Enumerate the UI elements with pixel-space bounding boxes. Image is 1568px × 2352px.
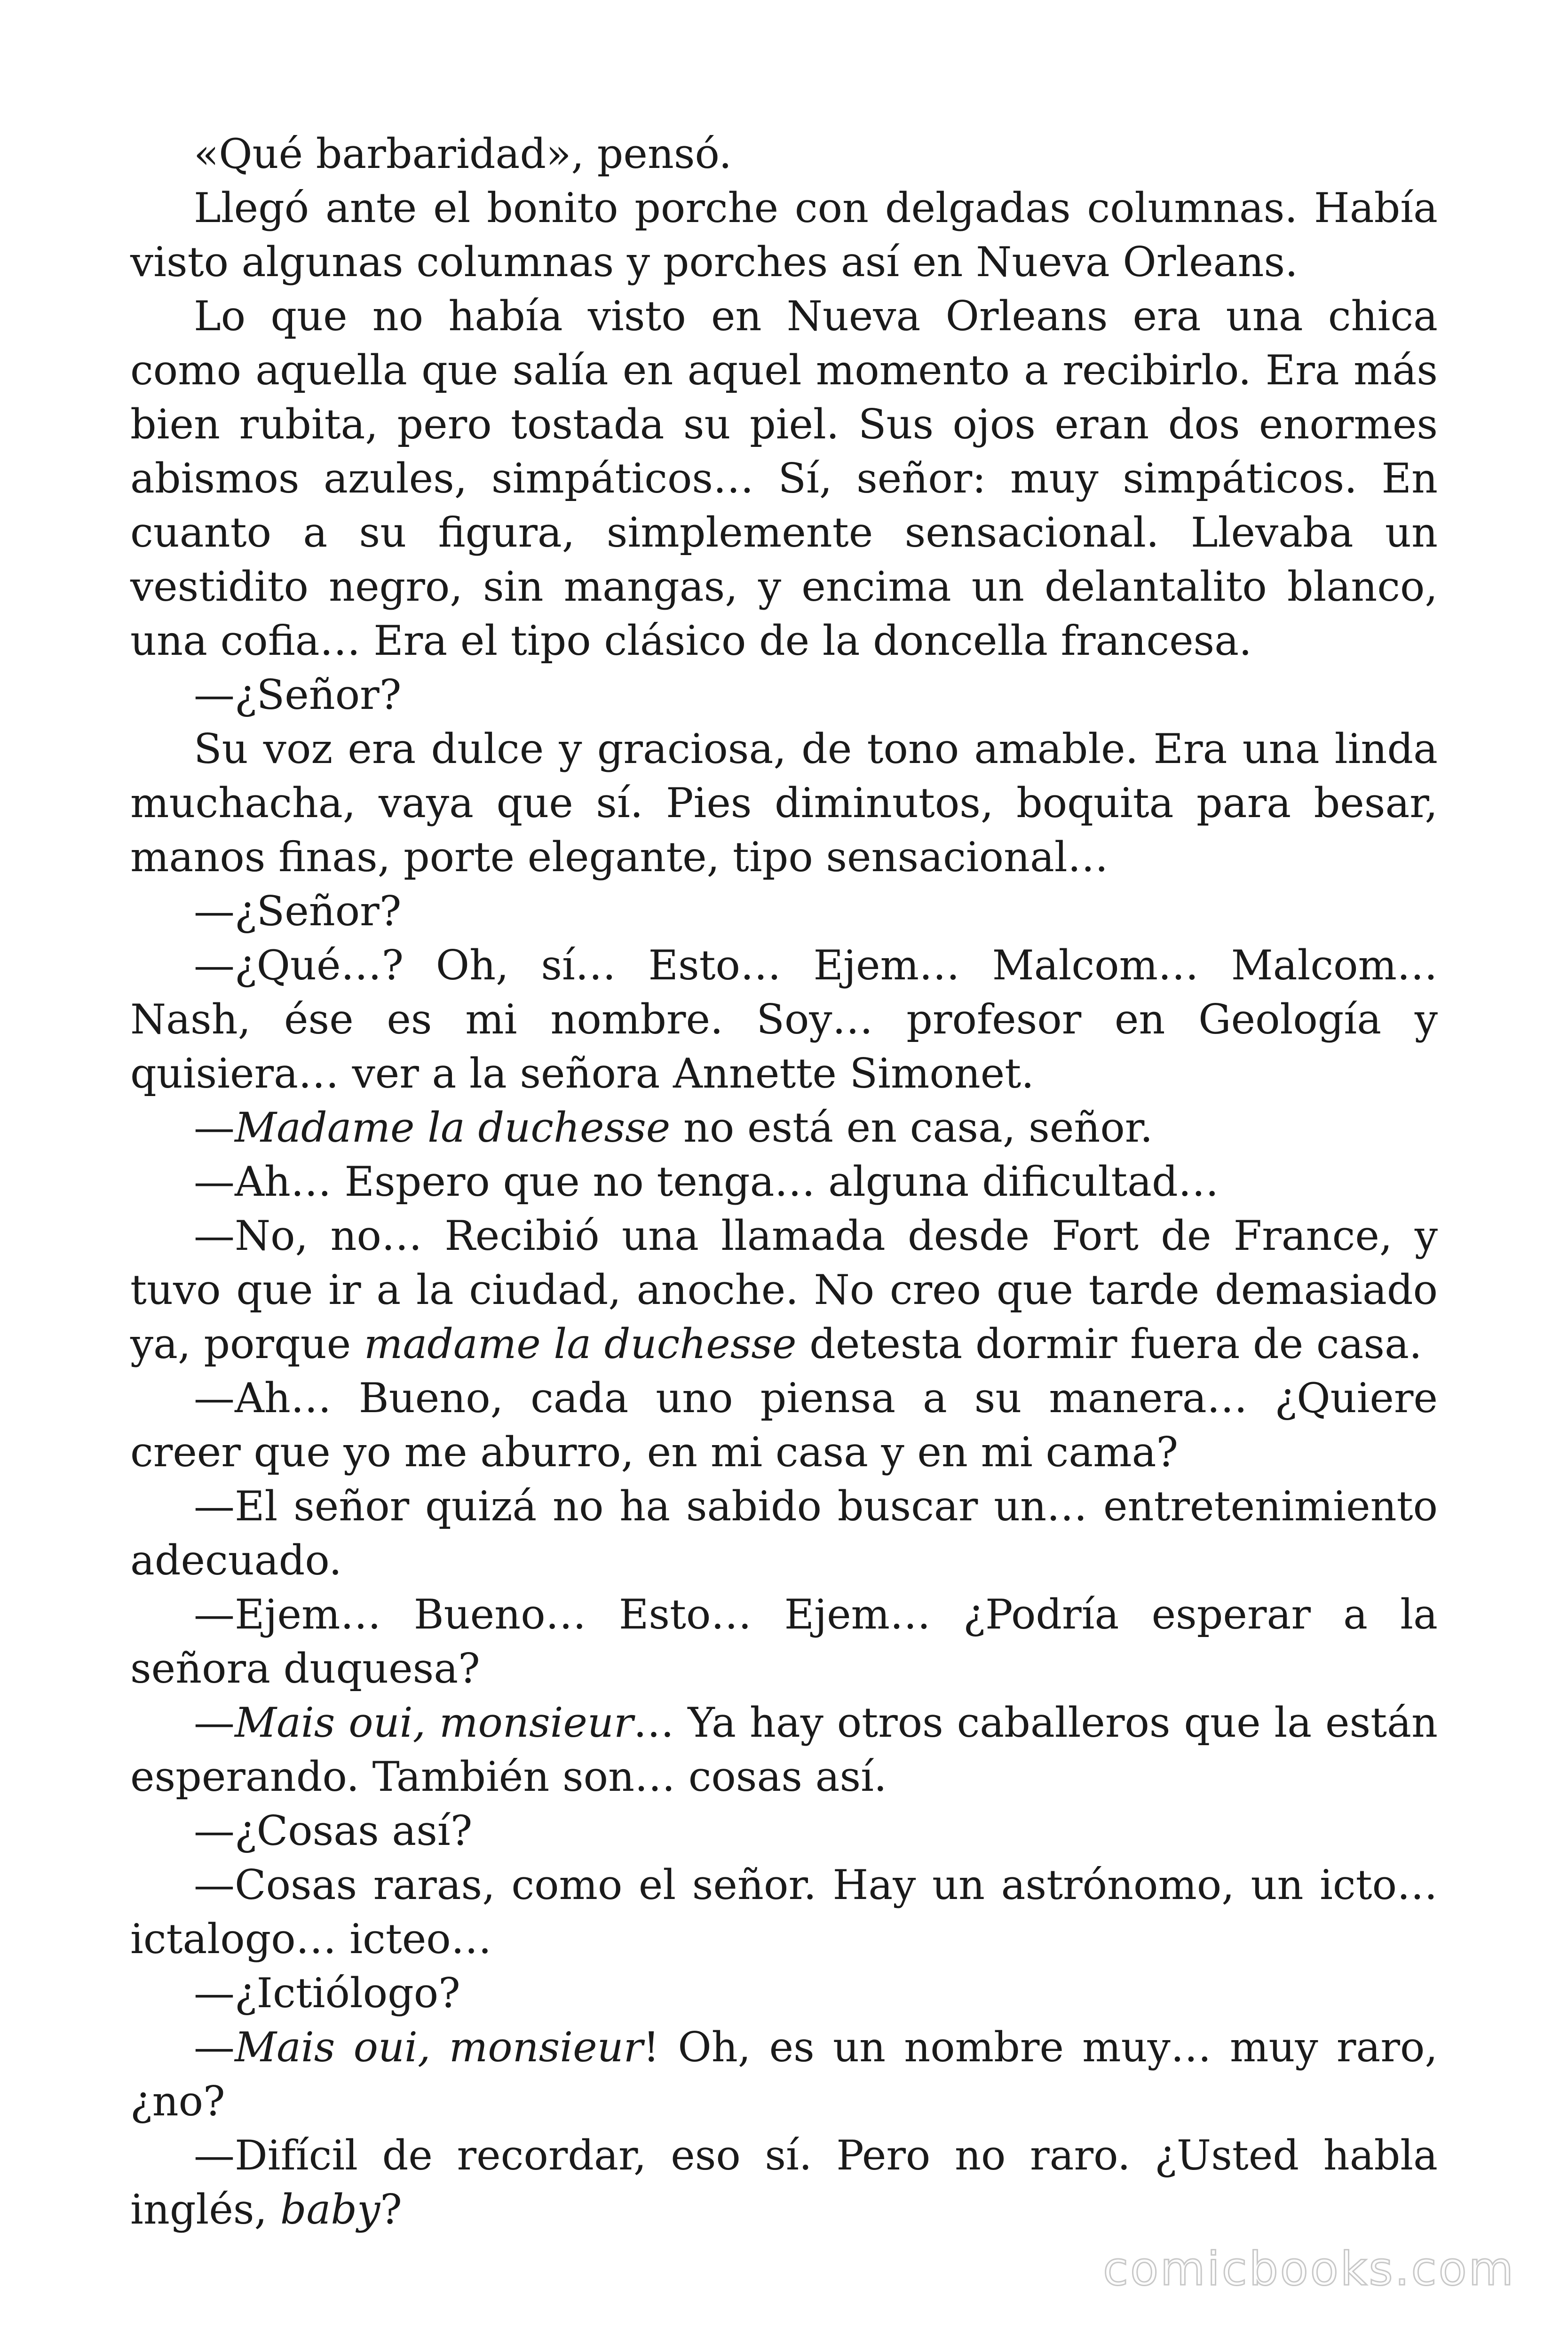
paragraph: «Qué barbaridad», pensó. [194,130,732,178]
italic-phrase: Mais oui, monsieur [235,1699,634,1747]
paragraph: Lo que no había visto en Nueva Orleans era una chica como aquella que salía en aquel momento a recibirlo. Era más bien rubita, pero tostada su piel. Sus ojos eran dos enormes abismos azules, simpáticos… Sí, señor: muy simpáticos. En cuanto a su figura, simplemente sensacional. Llevaba un vestidito negro, sin mangas, y encima un delantalito blanco, una cofia… Era el tipo clásico de la doncella francesa. [130,292,1438,665]
paragraph: —¿Qué…? Oh, sí… Esto… Ejem… Malcom… Malcom… Nash, ése es mi nombre. Soy… profesor en Geología y quisiera… ver a la señora Annette Simonet. [130,941,1438,1097]
watermark: comicbooks.com [1103,2242,1515,2296]
paragraph: —¿Ictiólogo? [194,1969,460,2017]
paragraph: —El señor quizá no ha sabido buscar un… entretenimiento adecuado. [130,1482,1438,1584]
italic-phrase: madame la duchesse [364,1320,797,1368]
paragraph: —Ah… Bueno, cada uno piensa a su manera… ¿Quiere creer que yo me aburro, en mi casa y en mi cama? [130,1374,1438,1476]
italic-phrase: Madame la duchesse [235,1104,671,1152]
page-body [130,127,1438,2237]
paragraph: —Mais oui, monsieur… Ya hay otros caballeros que la están esperando. También son… cosas así. [130,1699,1438,1801]
paragraph: —Cosas raras, como el señor. Hay un astrónomo, un icto… ictalogo… icteo… [130,1861,1438,1963]
paragraph: —Madame la duchesse no está en casa, señor. [194,1104,1153,1152]
paragraph: —Difícil de recordar, eso sí. Pero no raro. ¿Usted habla inglés, baby? [130,2131,1438,2233]
paragraph: —Mais oui, monsieur! Oh, es un nombre muy… muy raro, ¿no? [130,2023,1438,2125]
paragraph: Su voz era dulce y graciosa, de tono amable. Era una linda muchacha, vaya que sí. Pies diminutos, boquita para besar, manos finas, porte elegante, tipo sensacional… [130,725,1438,881]
paragraph: Llegó ante el bonito porche con delgadas columnas. Había visto algunas columnas y porches así en Nueva Orleans. [130,184,1438,286]
paragraph: —No, no… Recibió una llamada desde Fort de France, y tuvo que ir a la ciudad, anoche. No creo que tarde demasiado ya, porque madame la duchesse detesta dormir fuera de casa. [130,1212,1438,1368]
paragraph: —¿Señor? [194,887,402,935]
paragraph: —Ah… Espero que no tenga… alguna dificultad… [194,1158,1219,1206]
paragraph: —Ejem… Bueno… Esto… Ejem… ¿Podría esperar a la señora duquesa? [130,1590,1438,1692]
italic-phrase: Mais oui, monsieur [235,2023,643,2071]
italic-phrase: baby [280,2185,380,2233]
paragraph: —¿Cosas así? [194,1807,473,1855]
paragraph: —¿Señor? [194,671,402,719]
